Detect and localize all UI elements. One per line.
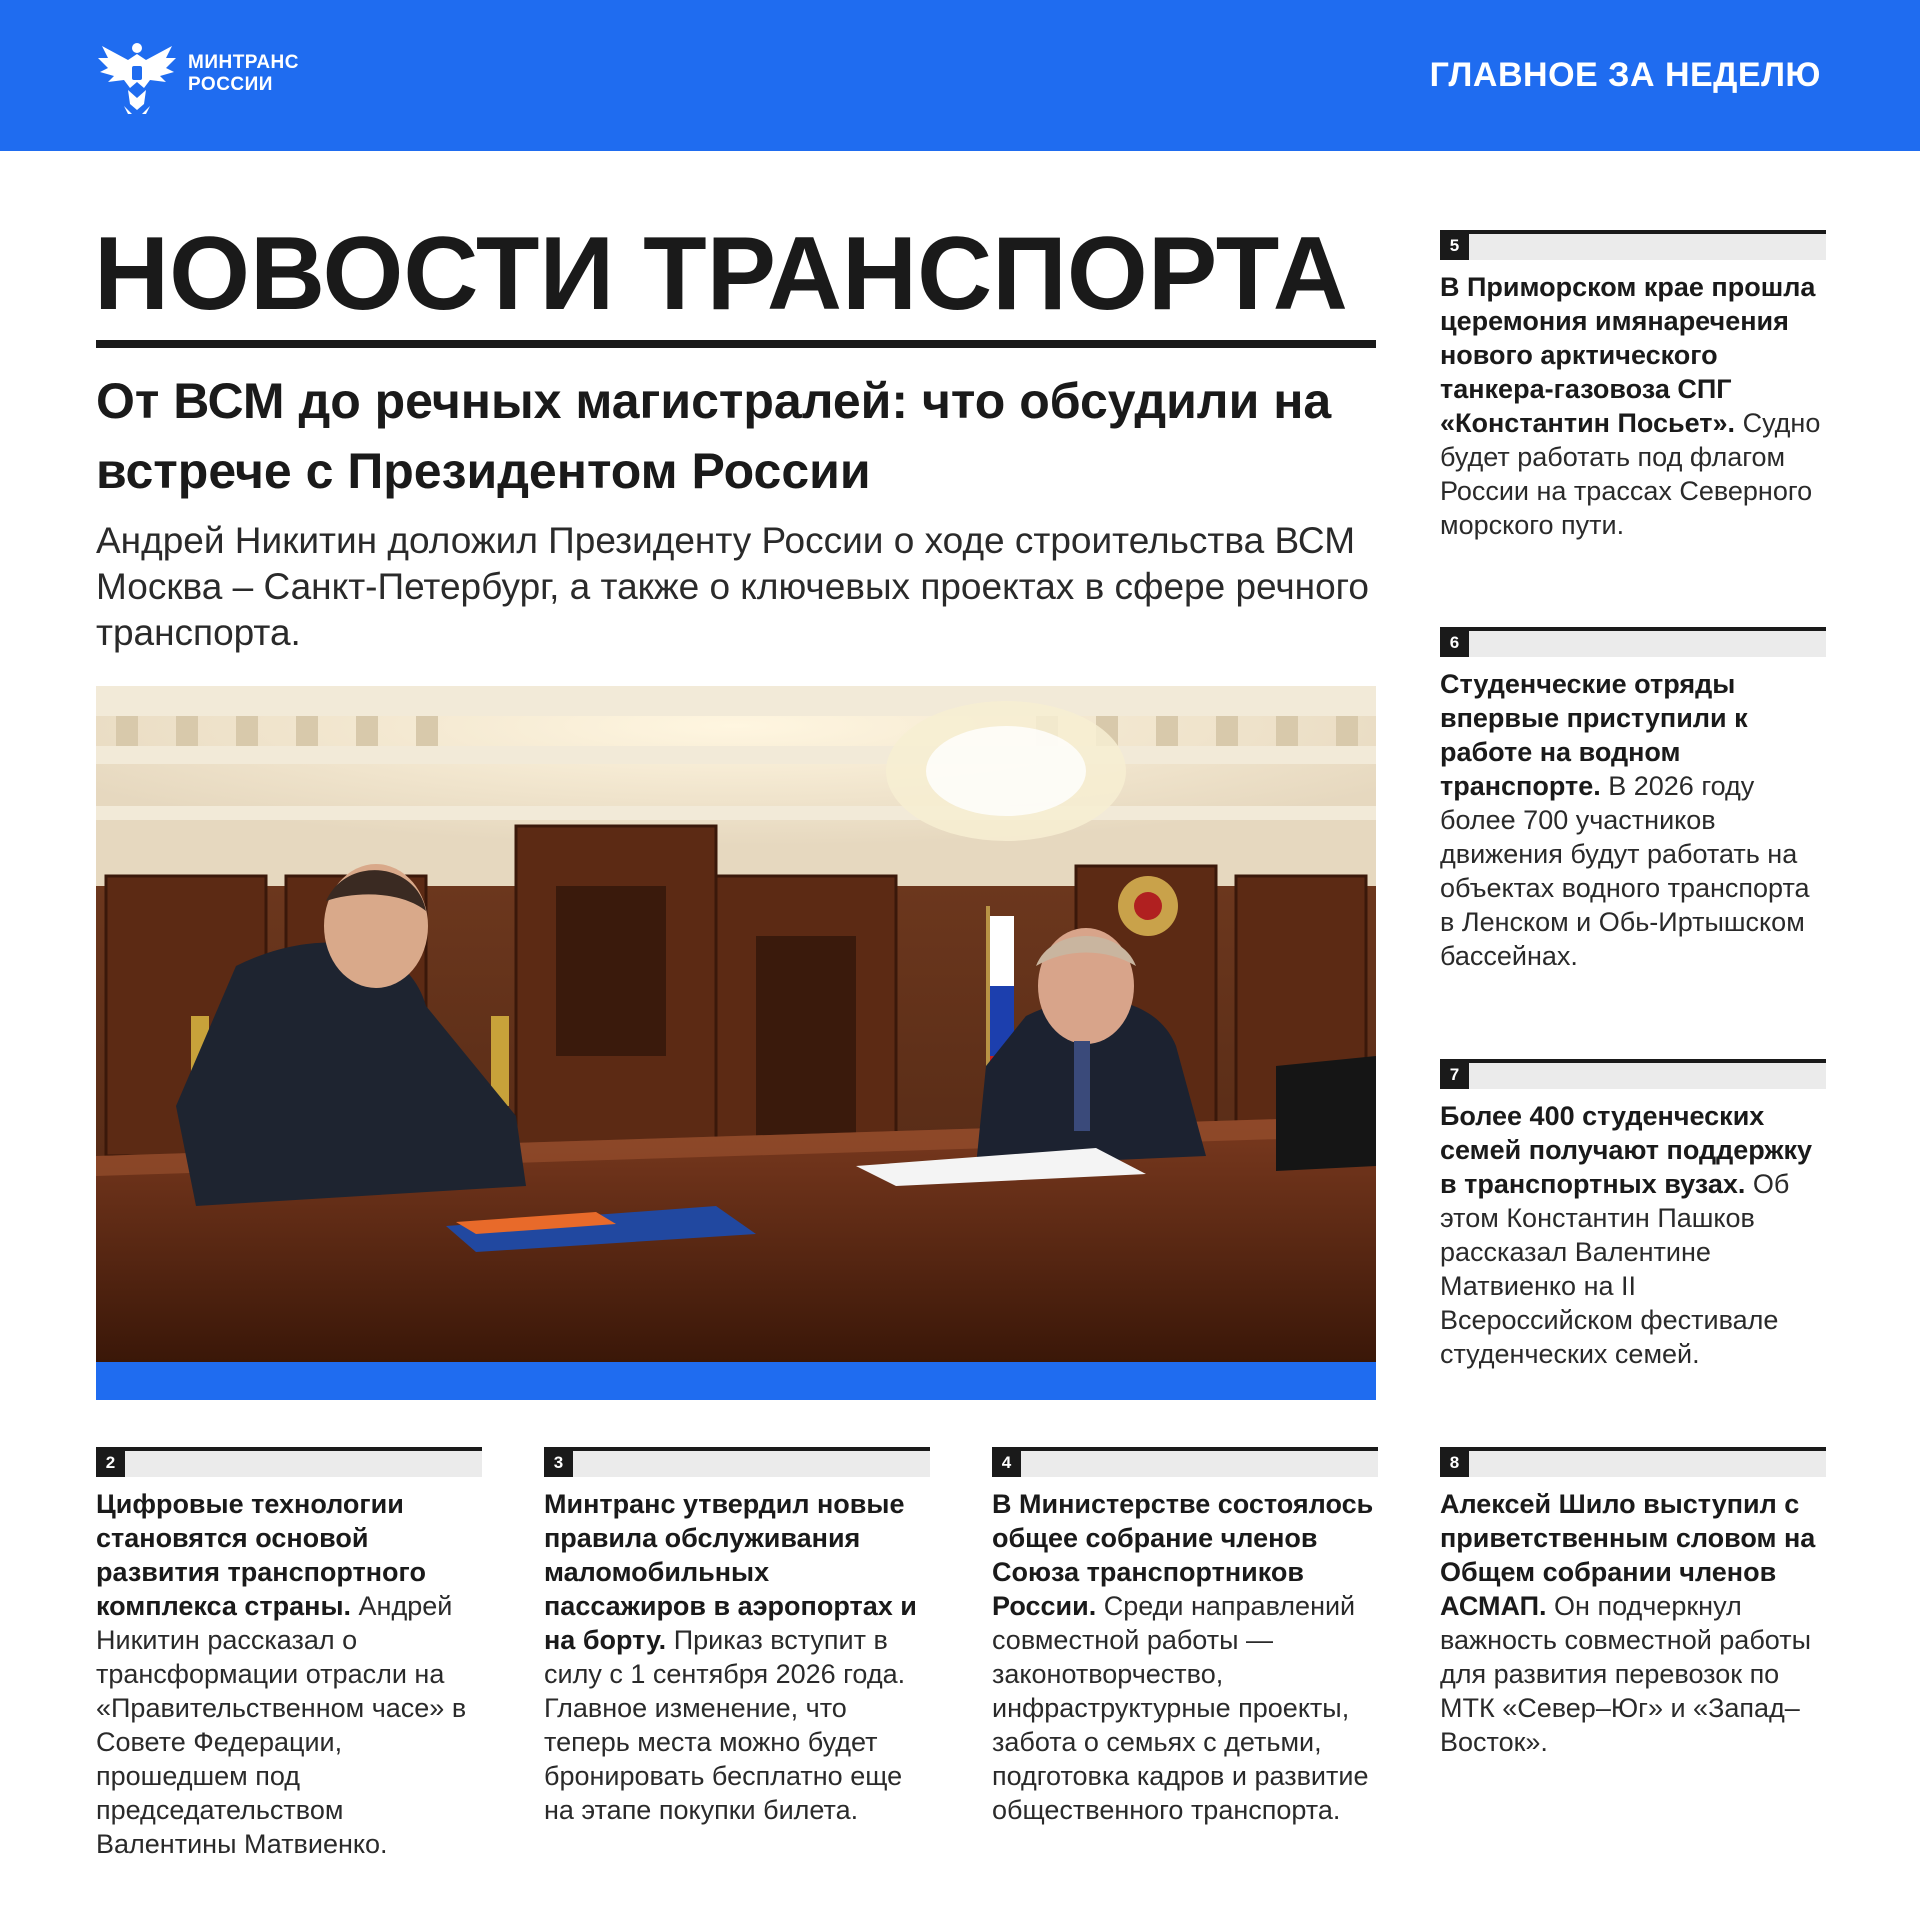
news-body bbox=[1440, 667, 1826, 973]
logo-line-2: РОССИИ bbox=[188, 74, 273, 95]
section-label: ГЛАВНОЕ ЗА НЕДЕЛЮ bbox=[1429, 56, 1821, 94]
news-number: 2 bbox=[96, 1447, 125, 1477]
news-number-bar bbox=[544, 1447, 930, 1477]
photo-accent-bar bbox=[96, 1362, 1376, 1400]
eagle-emblem-icon bbox=[94, 36, 180, 116]
news-body bbox=[1440, 270, 1826, 542]
news-body bbox=[1440, 1099, 1826, 1371]
news-number: 7 bbox=[1440, 1059, 1469, 1089]
meeting-photo bbox=[96, 686, 1376, 1362]
news-headline: Минтранс утвердил новые правила обслуживания маломобильных пассажиров в аэропортах и на борту. bbox=[544, 1489, 917, 1655]
news-number: 3 bbox=[544, 1447, 573, 1477]
news-number-bar bbox=[1440, 1447, 1826, 1477]
news-text: Приказ вступит в силу с 1 сентября 2026 года. Главное изменение, что теперь места можно будет бронировать бесплатно еще на этапе покупки билета. bbox=[544, 1625, 906, 1825]
news-text: В 2026 году более 700 участников движения будут работать на объектах водного транспорта в Ленском и Обь-Иртышском бассейнах. bbox=[1440, 771, 1810, 971]
news-headline: В Министерстве состоялось общее собрание членов Союза транспортников России. bbox=[992, 1489, 1374, 1621]
meeting-photo-illustration bbox=[96, 686, 1376, 1362]
news-text: Об этом Константин Пашков рассказал Валентине Матвиенко на II Всероссийском фестивале студенческих семей. bbox=[1440, 1169, 1790, 1369]
news-number-bar bbox=[1440, 1059, 1826, 1089]
news-body bbox=[544, 1487, 930, 1827]
news-text: Среди направлений совместной работы — законотворчество, инфраструктурные проекты, забота о семьях с детьми, подготовка кадров и развитие общественного транспорта. bbox=[992, 1591, 1369, 1825]
news-number: 5 bbox=[1440, 230, 1469, 260]
news-item-8 bbox=[1440, 1447, 1826, 1759]
news-item-4 bbox=[992, 1447, 1378, 1827]
news-number: 8 bbox=[1440, 1447, 1469, 1477]
news-item-2 bbox=[96, 1447, 482, 1861]
news-item-7 bbox=[1440, 1059, 1826, 1371]
lead-text: Андрей Никитин доложил Президенту России о ходе строительства ВСМ Москва – Санкт-Петербург, а также о ключевых проектах в сфере речного транспорта. bbox=[96, 520, 1369, 653]
news-body bbox=[992, 1487, 1378, 1827]
news-body bbox=[96, 1487, 482, 1861]
news-number: 4 bbox=[992, 1447, 1021, 1477]
news-headline: В Приморском крае прошла церемония имянаречения нового арктического танкера-газовоза СПГ «Константин Посьет». bbox=[1440, 272, 1816, 438]
news-number-bar bbox=[1440, 627, 1826, 657]
news-text: Судно будет работать под флагом России на трассах Северного морского пути. bbox=[1440, 408, 1821, 540]
news-item-3 bbox=[544, 1447, 930, 1827]
news-number-bar bbox=[1440, 230, 1826, 260]
news-headline: Алексей Шило выступил с приветственным словом на Общем собрании членов АСМАП. bbox=[1440, 1489, 1816, 1621]
page-title: НОВОСТИ ТРАНСПОРТА bbox=[94, 216, 1348, 332]
logo-line-1: МИНТРАНС bbox=[188, 52, 299, 73]
news-body bbox=[1440, 1487, 1826, 1759]
logo-text bbox=[188, 52, 299, 96]
news-item-5 bbox=[1440, 230, 1826, 542]
news-headline: Студенческие отряды впервые приступили к работе на водном транспорте. bbox=[1440, 669, 1748, 801]
news-text: Андрей Никитин рассказал о трансформации отрасли на «Правительственном часе» в Совете Федерации, прошедшем под председательством Валентины Матвиенко. bbox=[96, 1591, 467, 1859]
news-headline: Более 400 студенческих семей получают поддержку в транспортных вузах. bbox=[1440, 1101, 1813, 1199]
news-number-bar bbox=[992, 1447, 1378, 1477]
news-number: 6 bbox=[1440, 627, 1469, 657]
news-text: Он подчеркнул важность совместной работы для развития перевозок по МТК «Север–Юг» и «Запад–Восток». bbox=[1440, 1591, 1811, 1757]
news-item-6 bbox=[1440, 627, 1826, 973]
lead-headline: От ВСМ до речных магистралей: что обсудили на встрече с Президентом России bbox=[96, 373, 1332, 499]
header bbox=[0, 0, 1920, 151]
news-headline: Цифровые технологии становятся основой развития транспортного комплекса страны. bbox=[96, 1489, 426, 1621]
news-number-bar bbox=[96, 1447, 482, 1477]
title-divider bbox=[96, 340, 1376, 348]
